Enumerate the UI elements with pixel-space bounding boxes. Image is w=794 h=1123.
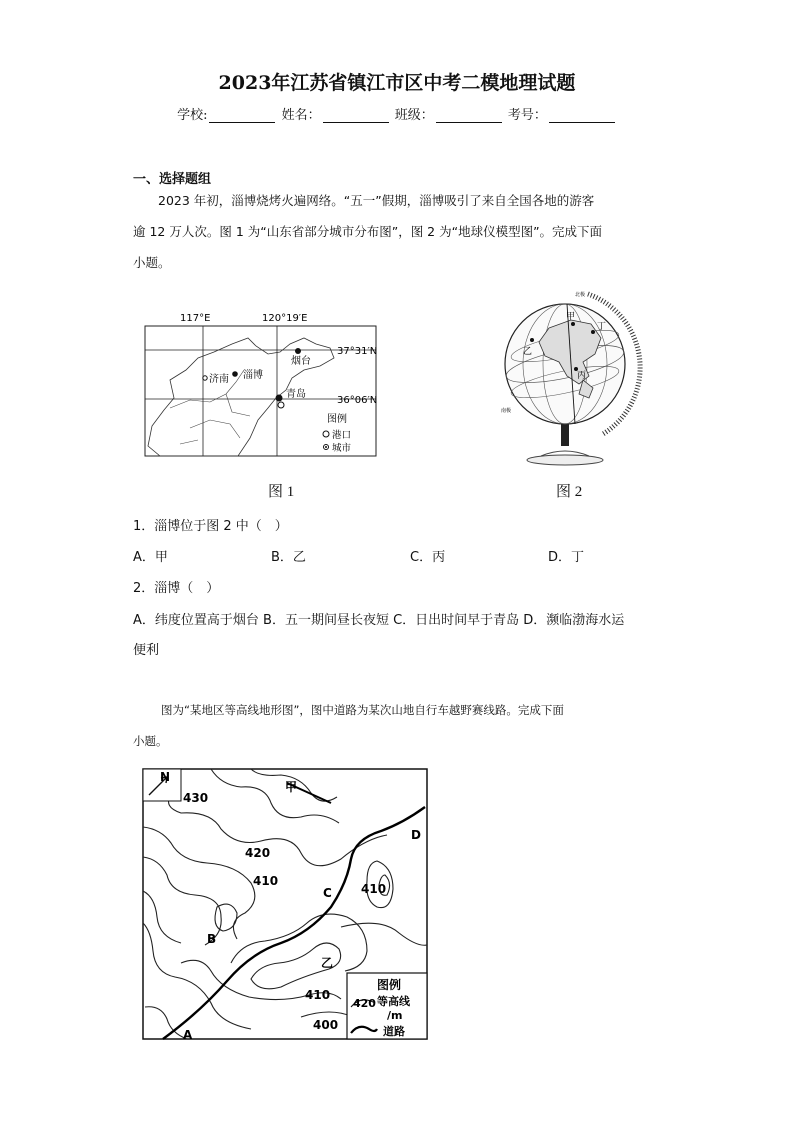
passage-1-line-1: 2023 年初，淄博烧烤火遍网络。“五一”假期，淄博吸引了来自全国各地的游客 (158, 193, 595, 208)
point-c-label: C (323, 886, 332, 900)
globe-stand (561, 424, 569, 446)
point-ding-marker (591, 330, 595, 334)
name-blank[interactable] (323, 110, 389, 123)
yantai-label: 烟台 (291, 356, 311, 367)
legend-unit-label: /m (387, 1009, 403, 1022)
exam-number-label: 考号： (507, 108, 547, 123)
point-jia-label: 甲 (285, 780, 298, 794)
south-pole-label: 南极 (501, 408, 512, 414)
name-label: 姓名： (281, 108, 321, 123)
point-d-label: D (411, 828, 421, 842)
globe-base (527, 455, 603, 465)
question-2-options-line-1[interactable]: A．纬度位置高于烟台 B．五一期间昼长夜短 C．日出时间早于青岛 D．濒临渤海水运 (133, 613, 625, 628)
figure-1-caption: 图 1 (268, 484, 295, 500)
class-label: 班级： (394, 108, 434, 123)
question-1-stem: 1．淄博位于图 2 中（ ） (133, 519, 288, 534)
qingdao-port-icon (278, 402, 284, 408)
q1-option-d[interactable]: D．丁 (548, 550, 585, 565)
section-heading: 一、选择题组 (133, 172, 212, 187)
legend-contour-value: 420 (353, 997, 376, 1010)
lat-label-37: 37°31′N (337, 346, 378, 357)
class-blank[interactable] (436, 110, 502, 123)
yantai-marker (295, 348, 301, 354)
point-jia-label: 甲 (566, 312, 576, 322)
contour-label-410-c: 410 (305, 988, 331, 1002)
lon-label-117: 117°E (180, 313, 211, 324)
contour-label-410-a: 410 (253, 874, 279, 888)
legend-road-label: 道路 (383, 1025, 405, 1038)
legend-port-label: 港口 (332, 430, 352, 441)
passage-2 (133, 695, 663, 757)
q1-option-b[interactable]: B．乙 (271, 550, 306, 565)
page-title: 2023年江苏省镇江市区中考二模地理试题 (218, 72, 576, 94)
qingdao-marker (276, 395, 283, 402)
point-bing-label: 丙 (577, 371, 587, 381)
student-info-line (0, 104, 794, 123)
lat-label-36: 36°06′N (337, 395, 378, 406)
question-2-stem: 2．淄博（ ） (133, 581, 220, 596)
point-jia-marker (571, 322, 575, 326)
question-2-options-line-2[interactable]: 便利 (133, 643, 160, 658)
north-pole-label: 北极 (575, 292, 586, 298)
jinan-label: 济南 (209, 374, 229, 385)
point-a-label: A (183, 1028, 193, 1042)
passage-1 (133, 185, 663, 278)
contour-map (141, 767, 429, 1042)
zibo-marker (232, 371, 238, 377)
point-yi-label: 乙 (523, 347, 533, 357)
school-label: 学校: (177, 108, 208, 123)
point-b-label: B (207, 932, 217, 946)
globe-model (493, 284, 643, 466)
passage-2-line-2: 小题。 (133, 734, 168, 748)
point-yi-label: 乙 (321, 956, 334, 970)
contour-label-400: 400 (313, 1018, 339, 1032)
north-label: N (160, 770, 171, 784)
point-ding-label: 丁 (597, 322, 607, 332)
port-anchor-icon (323, 431, 329, 437)
passage-2-line-1: 图为“某地区等高线地形图”，图中道路为某次山地自行车越野赛线路。完成下面 (161, 703, 564, 717)
jinan-marker (203, 376, 207, 380)
shandong-city-map (140, 308, 385, 460)
contour-label-420: 420 (245, 846, 271, 860)
legend-contour-label: 等高线 (377, 995, 410, 1008)
contour-label-410-b: 410 (361, 882, 387, 896)
zibo-label: 淄博 (243, 370, 263, 381)
lon-label-120: 120°19′E (262, 313, 308, 324)
passage-1-line-3: 小题。 (133, 255, 171, 270)
exam-number-blank[interactable] (549, 110, 615, 123)
figure-2-caption: 图 2 (556, 484, 583, 500)
contour-legend-title: 图例 (377, 978, 402, 992)
legend-city-label: 城市 (332, 443, 352, 454)
point-yi-marker (530, 338, 534, 342)
passage-1-line-2: 逾 12 万人次。图 1 为“山东省部分城市分布图”，图 2 为“地球仪模型图”。完成下面 (133, 224, 603, 239)
contour-label-430: 430 (183, 791, 209, 805)
legend-title: 图例 (327, 414, 347, 425)
q1-option-a[interactable]: A．甲 (133, 550, 168, 565)
school-blank[interactable] (209, 110, 275, 123)
qingdao-label: 青岛 (286, 389, 306, 400)
q1-option-c[interactable]: C．丙 (410, 550, 446, 565)
